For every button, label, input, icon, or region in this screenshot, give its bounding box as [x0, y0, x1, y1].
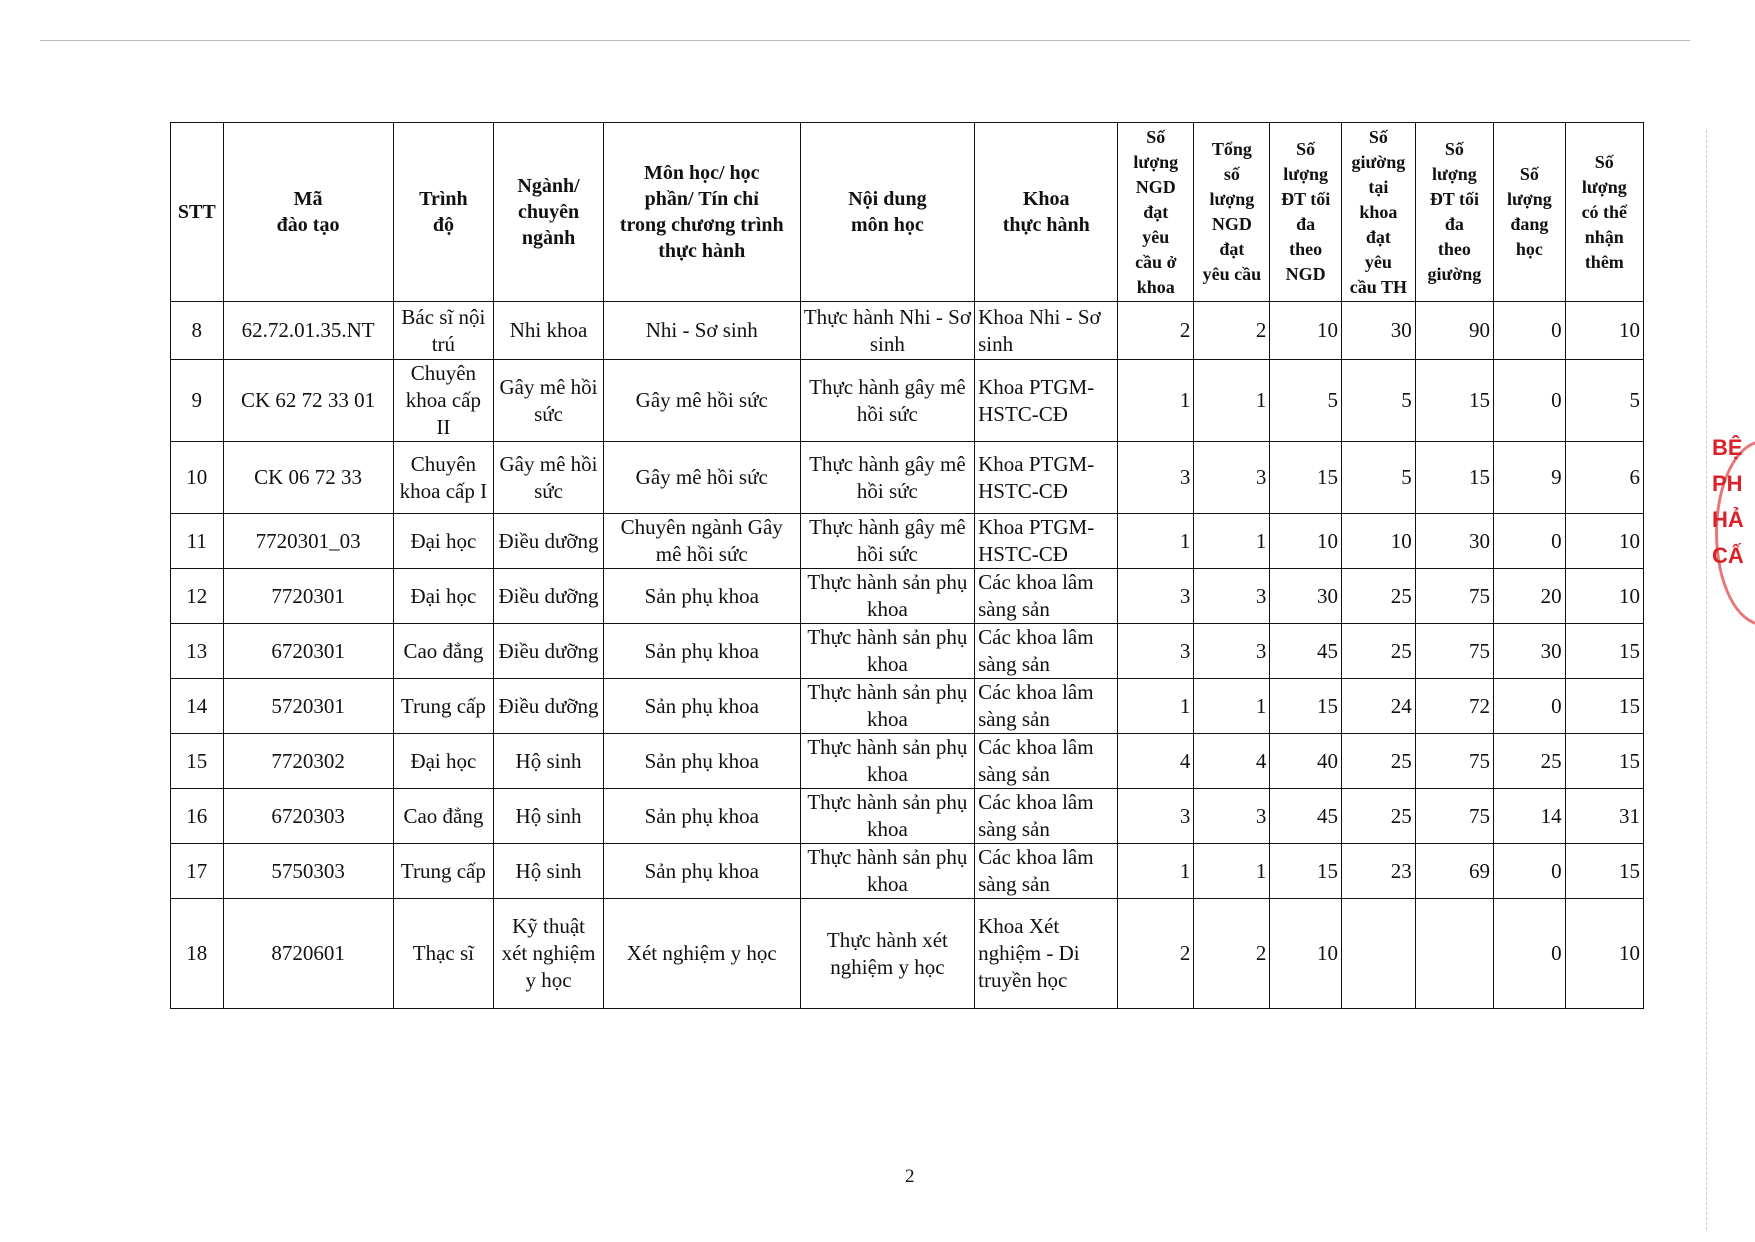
header-ma-dao-tao: Mã đào tạo — [223, 123, 393, 302]
cell-ngd-khoa: 1 — [1118, 679, 1194, 734]
cell-ngd-khoa: 1 — [1118, 360, 1194, 442]
cell-tong-ngd: 3 — [1194, 569, 1270, 624]
cell-nganh: Điều dưỡng — [494, 514, 604, 569]
cell-trinh-do: Cao đẳng — [393, 624, 494, 679]
cell-dt-giuong: 69 — [1415, 844, 1493, 899]
cell-mon-hoc: Xét nghiệm y học — [603, 899, 800, 1009]
cell-dang-hoc: 25 — [1494, 734, 1566, 789]
cell-noi-dung: Thực hành Nhi - Sơ sinh — [800, 302, 974, 360]
cell-dt-giuong: 15 — [1415, 442, 1493, 514]
cell-dt-ngd: 15 — [1270, 442, 1342, 514]
cell-dt-ngd: 45 — [1270, 624, 1342, 679]
cell-trinh-do: Chuyên khoa cấp II — [393, 360, 494, 442]
cell-khoa: Các khoa lâm sàng sản — [975, 569, 1118, 624]
cell-khoa: Các khoa lâm sàng sản — [975, 624, 1118, 679]
cell-nganh: Hộ sinh — [494, 844, 604, 899]
cell-stt: 14 — [171, 679, 224, 734]
cell-khoa: Khoa PTGM-HSTC-CĐ — [975, 360, 1118, 442]
cell-noi-dung: Thực hành sản phụ khoa — [800, 624, 974, 679]
cell-giuong: 23 — [1341, 844, 1415, 899]
cell-nhan-them: 6 — [1565, 442, 1643, 514]
cell-stt: 13 — [171, 624, 224, 679]
cell-ma-dao-tao: CK 06 72 33 — [223, 442, 393, 514]
cell-tong-ngd: 3 — [1194, 624, 1270, 679]
cell-dang-hoc: 30 — [1494, 624, 1566, 679]
cell-nhan-them: 10 — [1565, 899, 1643, 1009]
cell-stt: 17 — [171, 844, 224, 899]
stamp-line: HẢ — [1712, 507, 1744, 532]
cell-mon-hoc: Gây mê hồi sức — [603, 360, 800, 442]
cell-khoa: Khoa PTGM-HSTC-CĐ — [975, 514, 1118, 569]
cell-noi-dung: Thực hành sản phụ khoa — [800, 734, 974, 789]
cell-nhan-them: 15 — [1565, 734, 1643, 789]
header-khoa: Khoa thực hành — [975, 123, 1118, 302]
cell-mon-hoc: Gây mê hồi sức — [603, 442, 800, 514]
cell-tong-ngd: 1 — [1194, 844, 1270, 899]
cell-mon-hoc: Sản phụ khoa — [603, 844, 800, 899]
header-nhan-them: Số lượng có thể nhận thêm — [1565, 123, 1643, 302]
stamp-line: PH — [1712, 471, 1743, 496]
table-body — [171, 302, 1644, 1009]
cell-nganh: Kỹ thuật xét nghiệm y học — [494, 899, 604, 1009]
cell-mon-hoc: Sản phụ khoa — [603, 734, 800, 789]
cell-giuong: 10 — [1341, 514, 1415, 569]
cell-ma-dao-tao: 5750303 — [223, 844, 393, 899]
red-seal-text — [1712, 430, 1755, 630]
cell-stt: 15 — [171, 734, 224, 789]
cell-stt: 10 — [171, 442, 224, 514]
cell-nhan-them: 10 — [1565, 302, 1643, 360]
cell-ma-dao-tao: 6720303 — [223, 789, 393, 844]
cell-nganh: Điều dưỡng — [494, 569, 604, 624]
header-tong-ngd: Tổng số lượng NGD đạt yêu cầu — [1194, 123, 1270, 302]
cell-trinh-do: Chuyên khoa cấp I — [393, 442, 494, 514]
cell-dt-ngd: 45 — [1270, 789, 1342, 844]
cell-ngd-khoa: 4 — [1118, 734, 1194, 789]
cell-dang-hoc: 14 — [1494, 789, 1566, 844]
cell-trinh-do: Cao đẳng — [393, 789, 494, 844]
cell-noi-dung: Thực hành sản phụ khoa — [800, 844, 974, 899]
cell-giuong: 30 — [1341, 302, 1415, 360]
cell-tong-ngd: 3 — [1194, 442, 1270, 514]
cell-mon-hoc: Sản phụ khoa — [603, 624, 800, 679]
table-row — [171, 442, 1644, 514]
table-row — [171, 899, 1644, 1009]
cell-ngd-khoa: 1 — [1118, 844, 1194, 899]
cell-nganh: Điều dưỡng — [494, 679, 604, 734]
header-dt-ngd: Số lượng ĐT tối đa theo NGD — [1270, 123, 1342, 302]
cell-noi-dung: Thực hành gây mê hồi sức — [800, 514, 974, 569]
cell-tong-ngd: 1 — [1194, 360, 1270, 442]
cell-giuong: 5 — [1341, 360, 1415, 442]
cell-stt: 8 — [171, 302, 224, 360]
cell-ngd-khoa: 3 — [1118, 569, 1194, 624]
cell-dang-hoc: 0 — [1494, 360, 1566, 442]
cell-ngd-khoa: 3 — [1118, 789, 1194, 844]
table-row — [171, 789, 1644, 844]
training-capacity-table — [170, 122, 1644, 1009]
cell-ma-dao-tao: CK 62 72 33 01 — [223, 360, 393, 442]
document-sheet — [170, 122, 1644, 1009]
table-row — [171, 514, 1644, 569]
cell-trinh-do: Trung cấp — [393, 844, 494, 899]
cell-dang-hoc: 0 — [1494, 899, 1566, 1009]
table-row — [171, 679, 1644, 734]
header-stt: STT — [171, 123, 224, 302]
cell-stt: 18 — [171, 899, 224, 1009]
cell-ma-dao-tao: 8720601 — [223, 899, 393, 1009]
header-dang-hoc: Số lượng đang học — [1494, 123, 1566, 302]
cell-noi-dung: Thực hành sản phụ khoa — [800, 789, 974, 844]
cell-nganh: Nhi khoa — [494, 302, 604, 360]
scan-top-rule — [40, 40, 1690, 41]
cell-ngd-khoa: 3 — [1118, 442, 1194, 514]
cell-noi-dung: Thực hành gây mê hồi sức — [800, 442, 974, 514]
cell-khoa: Khoa Nhi - Sơ sinh — [975, 302, 1118, 360]
header-ngd-khoa: Số lượng NGD đạt yêu cầu ở khoa — [1118, 123, 1194, 302]
stamp-line: CẤ — [1712, 543, 1744, 568]
cell-ngd-khoa: 1 — [1118, 514, 1194, 569]
cell-tong-ngd: 1 — [1194, 679, 1270, 734]
cell-trinh-do: Trung cấp — [393, 679, 494, 734]
cell-ma-dao-tao: 6720301 — [223, 624, 393, 679]
cell-dt-giuong: 72 — [1415, 679, 1493, 734]
cell-nganh: Gây mê hồi sức — [494, 360, 604, 442]
cell-dt-giuong — [1415, 899, 1493, 1009]
scan-right-edge — [1706, 130, 1707, 1230]
table-row — [171, 734, 1644, 789]
cell-mon-hoc: Sản phụ khoa — [603, 679, 800, 734]
cell-giuong — [1341, 899, 1415, 1009]
cell-dt-ngd: 15 — [1270, 844, 1342, 899]
cell-giuong: 25 — [1341, 789, 1415, 844]
cell-stt: 11 — [171, 514, 224, 569]
cell-dang-hoc: 20 — [1494, 569, 1566, 624]
cell-noi-dung: Thực hành gây mê hồi sức — [800, 360, 974, 442]
cell-giuong: 5 — [1341, 442, 1415, 514]
cell-dt-ngd: 5 — [1270, 360, 1342, 442]
cell-dang-hoc: 9 — [1494, 442, 1566, 514]
cell-dt-giuong: 90 — [1415, 302, 1493, 360]
cell-nhan-them: 5 — [1565, 360, 1643, 442]
cell-dt-ngd: 15 — [1270, 679, 1342, 734]
table-header-row — [171, 123, 1644, 302]
cell-dt-giuong: 75 — [1415, 789, 1493, 844]
cell-dt-ngd: 30 — [1270, 569, 1342, 624]
cell-giuong: 24 — [1341, 679, 1415, 734]
cell-dang-hoc: 0 — [1494, 514, 1566, 569]
cell-trinh-do: Đại học — [393, 569, 494, 624]
cell-ngd-khoa: 3 — [1118, 624, 1194, 679]
cell-ma-dao-tao: 7720301_03 — [223, 514, 393, 569]
cell-nhan-them: 10 — [1565, 569, 1643, 624]
cell-mon-hoc: Sản phụ khoa — [603, 569, 800, 624]
cell-nhan-them: 15 — [1565, 844, 1643, 899]
table-row — [171, 569, 1644, 624]
stamp-line: BỆ — [1712, 435, 1743, 460]
cell-nganh: Hộ sinh — [494, 734, 604, 789]
header-mon-hoc: Môn học/ học phần/ Tín chỉ trong chương trình thực hành — [603, 123, 800, 302]
cell-dang-hoc: 0 — [1494, 679, 1566, 734]
cell-stt: 12 — [171, 569, 224, 624]
cell-tong-ngd: 4 — [1194, 734, 1270, 789]
cell-nganh: Hộ sinh — [494, 789, 604, 844]
cell-khoa: Khoa Xét nghiệm - Di truyền học — [975, 899, 1118, 1009]
cell-ma-dao-tao: 7720301 — [223, 569, 393, 624]
cell-dt-ngd: 10 — [1270, 899, 1342, 1009]
cell-trinh-do: Bác sĩ nội trú — [393, 302, 494, 360]
table-row — [171, 844, 1644, 899]
cell-khoa: Các khoa lâm sàng sản — [975, 679, 1118, 734]
cell-mon-hoc: Nhi - Sơ sinh — [603, 302, 800, 360]
header-giuong: Số giường tại khoa đạt yêu cầu TH — [1341, 123, 1415, 302]
cell-nhan-them: 15 — [1565, 679, 1643, 734]
cell-khoa: Các khoa lâm sàng sản — [975, 789, 1118, 844]
cell-dt-ngd: 10 — [1270, 302, 1342, 360]
cell-tong-ngd: 2 — [1194, 899, 1270, 1009]
cell-dt-giuong: 75 — [1415, 734, 1493, 789]
cell-khoa: Các khoa lâm sàng sản — [975, 844, 1118, 899]
cell-nganh: Gây mê hồi sức — [494, 442, 604, 514]
cell-dt-giuong: 75 — [1415, 569, 1493, 624]
cell-noi-dung: Thực hành sản phụ khoa — [800, 569, 974, 624]
cell-noi-dung: Thực hành sản phụ khoa — [800, 679, 974, 734]
cell-dt-ngd: 40 — [1270, 734, 1342, 789]
cell-trinh-do: Thạc sĩ — [393, 899, 494, 1009]
cell-khoa: Các khoa lâm sàng sản — [975, 734, 1118, 789]
cell-ngd-khoa: 2 — [1118, 899, 1194, 1009]
cell-tong-ngd: 3 — [1194, 789, 1270, 844]
cell-ma-dao-tao: 5720301 — [223, 679, 393, 734]
cell-dt-giuong: 15 — [1415, 360, 1493, 442]
cell-tong-ngd: 1 — [1194, 514, 1270, 569]
page-number: 2 — [905, 1166, 915, 1187]
cell-stt: 16 — [171, 789, 224, 844]
header-dt-giuong: Số lượng ĐT tối đa theo giường — [1415, 123, 1493, 302]
cell-trinh-do: Đại học — [393, 734, 494, 789]
table-row — [171, 360, 1644, 442]
cell-ma-dao-tao: 7720302 — [223, 734, 393, 789]
cell-stt: 9 — [171, 360, 224, 442]
cell-dang-hoc: 0 — [1494, 844, 1566, 899]
cell-tong-ngd: 2 — [1194, 302, 1270, 360]
cell-ma-dao-tao: 62.72.01.35.NT — [223, 302, 393, 360]
cell-dt-giuong: 30 — [1415, 514, 1493, 569]
cell-giuong: 25 — [1341, 734, 1415, 789]
cell-khoa: Khoa PTGM-HSTC-CĐ — [975, 442, 1118, 514]
cell-dt-giuong: 75 — [1415, 624, 1493, 679]
cell-dang-hoc: 0 — [1494, 302, 1566, 360]
cell-dt-ngd: 10 — [1270, 514, 1342, 569]
table-row — [171, 302, 1644, 360]
header-nganh: Ngành/ chuyên ngành — [494, 123, 604, 302]
cell-giuong: 25 — [1341, 569, 1415, 624]
cell-nhan-them: 10 — [1565, 514, 1643, 569]
cell-mon-hoc: Sản phụ khoa — [603, 789, 800, 844]
table-row — [171, 624, 1644, 679]
cell-mon-hoc: Chuyên ngành Gây mê hồi sức — [603, 514, 800, 569]
header-noi-dung: Nội dung môn học — [800, 123, 974, 302]
cell-nhan-them: 31 — [1565, 789, 1643, 844]
cell-nhan-them: 15 — [1565, 624, 1643, 679]
cell-trinh-do: Đại học — [393, 514, 494, 569]
header-trinh-do: Trình độ — [393, 123, 494, 302]
cell-noi-dung: Thực hành xét nghiệm y học — [800, 899, 974, 1009]
cell-ngd-khoa: 2 — [1118, 302, 1194, 360]
cell-nganh: Điều dưỡng — [494, 624, 604, 679]
cell-giuong: 25 — [1341, 624, 1415, 679]
